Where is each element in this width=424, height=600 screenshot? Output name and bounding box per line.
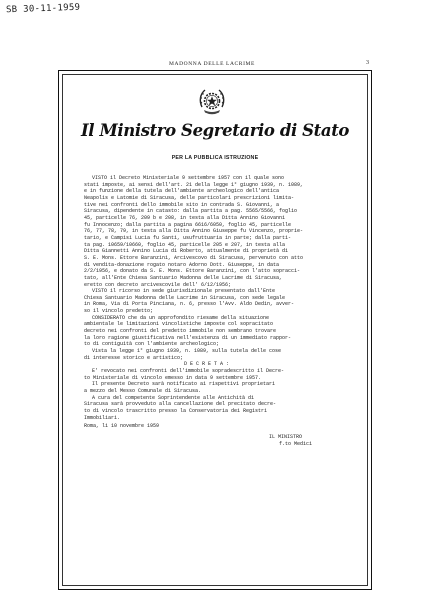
text-line: VISTO il ricorso in sede giurisdizionale presentato dall'Ente: [92, 288, 276, 295]
text-line: Chiesa Santuario Madonna delle Lacrime in Siracusa, con sede legale: [84, 294, 286, 301]
text-line: E' revocato nei confronti dell'immobile sopradescritto il Decre-: [92, 368, 285, 375]
decree-paragraph: [84, 381, 344, 394]
text-line: Ditta Giannetti Annino Lucia di Roberto, attualmente di proprietà di: [84, 248, 289, 255]
text-line: to di contiguità con l'ambiente archeologico;: [84, 341, 220, 348]
text-line: e in funzione della tutela dell'ambiente archeologico dell'antica: [84, 188, 280, 195]
text-line: decreto nei confronti del predetto immobile non sembrano trovare: [84, 328, 277, 335]
text-line: tario, e Campisi Lucia fu Santi, usufruttuaria in parte; dalla parti-: [84, 234, 292, 241]
italian-republic-emblem-icon: [196, 85, 228, 117]
text-line: 2/2/1956, e donato da S. E. Mons. Ettore Baranzini, con l'atto sopracci-: [84, 268, 301, 275]
text-line: di interesse storico e artistico;: [84, 354, 184, 361]
page-number: 3: [366, 60, 369, 66]
text-line: S. E. Mons. Ettore Baranzini, Arcivescovo di Siracusa, pervenuto con atto: [84, 254, 304, 261]
text-line: la loro ragione giustificativa nell'esistenza di un immediato rappor-: [84, 334, 292, 341]
text-line: in Roma, Via di Porta Pinciana, n. 6, presso l'Avv. Aldo Dedin, avver-: [84, 301, 295, 308]
preamble-paragraph: [84, 175, 344, 288]
document-title: Il Ministro Segretario di Stato: [80, 121, 350, 140]
text-line: Neapolis e Latomie di Siracusa, delle particolari prescrizioni limita-: [84, 194, 295, 201]
decree-heading: D E C R E T A :: [184, 361, 230, 368]
text-line: Siracusa, dipendente in catasto: dalla partita a pag. 5565/5566, foglio: [84, 208, 298, 215]
decree-paragraph: [84, 368, 344, 381]
text-line: so il vincolo predetto;: [84, 308, 154, 315]
signature-title: IL MINISTRO: [269, 433, 303, 440]
text-line: tive nei confronti dello immobile sito in contrada S. Giovanni, a: [84, 201, 280, 208]
text-line: A cura del competente Soprintendente alle Antichità di: [92, 394, 255, 401]
decree-paragraph: [84, 395, 344, 422]
text-line: fu Innocenzo; dalla partita a pagina 6616/6050, foglio 45, particelle: [84, 221, 292, 228]
text-line: a mezzo del Messo Comunale di Siracusa.: [84, 388, 202, 394]
text-line: to Ministeriale di vincolo emesso in data 9 settembre 1957.: [84, 374, 262, 381]
preamble-paragraph: [84, 315, 344, 348]
preamble-paragraph: [84, 348, 344, 361]
place-date: Roma, li 10 novembre 1959: [84, 423, 160, 430]
text-line: ambientale le limitazioni vincolistiche imposte col sopracitato: [84, 321, 274, 328]
text-line: 76, 77, 78, 79, in testa alla Ditta Annino Giuseppe fu Vincenzo, proprie-: [84, 228, 304, 235]
text-line: di vendita-donazione rogato notaro Adorno Dott. Giuseppe, in data: [84, 261, 280, 268]
text-line: Vista la legge 1° giugno 1939, n. 1089, sulla tutela delle cose: [92, 348, 282, 355]
preamble-paragraph: [84, 288, 344, 315]
text-line: 45, particelle 76, 209 b e 208, in testa alla Ditta Annino Giovanni: [84, 214, 286, 221]
text-line: tato, all'Ente Chiesa Santuario Madonna delle Lacrime di Siracusa,: [84, 274, 283, 281]
text-line: Immobiliari.: [84, 414, 121, 421]
text-line: to di vincolo trascritto presso la Conservatoria dei Registri: [84, 407, 268, 414]
text-line: CONSIDERATO che da un approfondito riesame della situazione: [92, 314, 270, 321]
scan-annotation: SB 30-11-1959: [5, 2, 81, 16]
text-line: stati imposte, ai sensi dell'art. 21 della legge 1° giugno 1939, n. 1089,: [84, 181, 304, 188]
running-head: MADONNA DELLE LACRIME: [169, 61, 255, 67]
text-line: VISTO il Decreto Ministeriale 9 settembre 1957 con il quale sono: [92, 175, 285, 181]
document-subtitle: PER LA PUBBLICA ISTRUZIONE: [171, 155, 259, 161]
text-line: Siracusa sarà provveduto alla cancellazione del precitato decre-: [84, 401, 277, 408]
text-line: eretto con decreto arcivescovile dell' 6/12/1956;: [84, 281, 232, 288]
text-line: ta pag. 10659/10660, foglio 45, particelle 205 e 207, in testa alla: [84, 241, 286, 248]
text-line: Il presente Decreto sarà notificato ai rispettivi proprietari: [92, 381, 276, 388]
decree-body: [84, 175, 344, 447]
signature-name: f.to Medici: [279, 440, 313, 447]
